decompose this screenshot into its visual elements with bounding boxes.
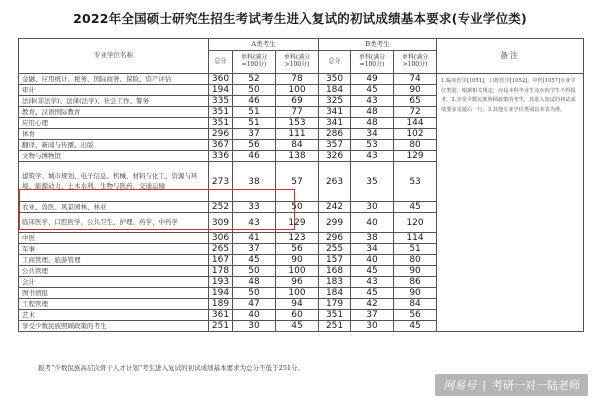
a-single150: 60 (276, 310, 319, 321)
page-title: 2022年全国硕士研究生招生考试考生进入复试的初试成绩基本要求(专业学位类) (73, 11, 527, 26)
b-total: 183 (319, 277, 351, 288)
b-single150: 129 (394, 151, 437, 162)
b-total: 184 (319, 288, 351, 299)
subject-name: 体育 (19, 129, 209, 140)
b-single100: 40 (351, 255, 394, 266)
a-total: 193 (209, 277, 233, 288)
b-total: 325 (319, 96, 351, 107)
a-single100-header: 单科(满分=100分) (233, 51, 276, 74)
a-single100: 51 (233, 118, 276, 129)
footnote: 报考“少数民族高层次骨干人才计划”考生进入复试的初试成绩基本要求为总分不低于251分。 (38, 364, 305, 372)
a-single150: 100 (276, 85, 319, 96)
b-single150: 80 (394, 255, 437, 266)
b-single150: 45 (394, 321, 437, 332)
a-single100: 33 (233, 202, 276, 213)
b-single100: 42 (351, 299, 394, 310)
a-single100: 30 (233, 321, 276, 332)
a-single150: 84 (276, 140, 319, 151)
b-total-header: 总分 (319, 51, 351, 74)
subject-name: 应用心理 (19, 118, 209, 129)
a-single150-header: 单科(满分>100分) (276, 51, 319, 74)
a-single150: 153 (276, 118, 319, 129)
a-single100: 40 (233, 310, 276, 321)
b-single150: 144 (394, 118, 437, 129)
b-single100: 43 (351, 151, 394, 162)
remarks-text: 1.临床医学[1051]、口腔医学[1052]、中医[1057]专业学位类别，根据相关规定，应届本科毕业生及在校学生不得报考。2.享受少数民族照顾政策的考生，其进入复试的初试成绩要求见最后一行。3.其他专业学位类别以本表为准。 (441, 78, 576, 113)
a-total: 251 (209, 321, 233, 332)
a-single150: 78 (276, 74, 319, 85)
b-total: 296 (319, 233, 351, 244)
a-single100: 45 (233, 255, 276, 266)
b-single150: 90 (394, 266, 437, 277)
b-single100: 48 (351, 118, 394, 129)
a-single100: 51 (233, 107, 276, 118)
a-total: 178 (209, 266, 233, 277)
a-single100: 48 (233, 277, 276, 288)
a-single100: 41 (233, 233, 276, 244)
b-total: 179 (319, 299, 351, 310)
subject-name: 图书情报 (19, 288, 209, 299)
a-single150: 94 (276, 299, 319, 310)
group-a-header: A类考生 (209, 39, 319, 51)
b-single100: 37 (351, 310, 394, 321)
remarks-cell (437, 74, 584, 332)
a-total: 252 (209, 202, 233, 213)
b-single150: 56 (394, 310, 437, 321)
a-single150: 123 (276, 233, 319, 244)
remarks-header: 备注 (437, 39, 584, 74)
b-total: 242 (319, 202, 351, 213)
b-total: 168 (319, 266, 351, 277)
a-total-header: 总分 (209, 51, 233, 74)
b-single150: 53 (394, 162, 437, 202)
subject-name: 教育、汉语国际教育 (19, 107, 209, 118)
a-total: 309 (209, 213, 233, 233)
a-total: 189 (209, 299, 233, 310)
a-single100: 52 (233, 74, 276, 85)
watermark-brand: 网易号 (443, 379, 477, 392)
a-total: 194 (209, 288, 233, 299)
subject-name: 军事 (19, 244, 209, 255)
b-total: 157 (319, 255, 351, 266)
b-single150: 86 (394, 277, 437, 288)
b-single100: 34 (351, 129, 394, 140)
a-total: 351 (209, 107, 233, 118)
subject-name: 工程管理 (19, 299, 209, 310)
subject-name: 艺术 (19, 310, 209, 321)
subject-name: 农业、兽医、风景园林、林业 (19, 202, 209, 213)
a-single100: 38 (233, 162, 276, 202)
subject-name: 翻译、新闻与传播、出版 (19, 140, 209, 151)
subject-header: 专业学位名称 (19, 39, 209, 74)
b-total: 351 (319, 310, 351, 321)
b-single150: 102 (394, 129, 437, 140)
b-single150: 90 (394, 288, 437, 299)
a-total: 306 (209, 233, 233, 244)
b-total: 263 (319, 162, 351, 202)
a-single100: 47 (233, 299, 276, 310)
b-single100: 49 (351, 74, 394, 85)
a-single100: 56 (233, 140, 276, 151)
score-table (18, 38, 584, 332)
b-single100: 53 (351, 140, 394, 151)
b-single150: 84 (394, 299, 437, 310)
a-total: 273 (209, 162, 233, 202)
a-single150: 100 (276, 288, 319, 299)
a-single150: 138 (276, 151, 319, 162)
a-single100: 50 (233, 288, 276, 299)
b-single150: 114 (394, 233, 437, 244)
a-single150: 111 (276, 129, 319, 140)
b-single100: 43 (351, 96, 394, 107)
b-total: 299 (319, 213, 351, 233)
subject-name: 建筑学、城市规划、电子信息、机械、材料与化工、资源与环境、能源动力、土木水利、生物与医药、交通运输 (19, 162, 209, 202)
b-total: 341 (319, 107, 351, 118)
b-single100: 40 (351, 213, 394, 233)
b-total: 341 (319, 118, 351, 129)
a-total: 194 (209, 85, 233, 96)
b-single150: 74 (394, 74, 437, 85)
a-total: 367 (209, 140, 233, 151)
a-single100: 37 (233, 244, 276, 255)
b-single100: 35 (351, 162, 394, 202)
b-single150: 80 (394, 140, 437, 151)
b-single100: 48 (351, 107, 394, 118)
b-total: 286 (319, 129, 351, 140)
subject-name: 工商管理、旅游管理 (19, 255, 209, 266)
b-total: 184 (319, 85, 351, 96)
b-single100: 45 (351, 85, 394, 96)
a-single150: 69 (276, 96, 319, 107)
a-total: 335 (209, 96, 233, 107)
watermark-author: 考研一对一陆老师 (492, 379, 580, 392)
a-single150: 56 (276, 244, 319, 255)
b-single150: 72 (394, 107, 437, 118)
a-single150: 50 (276, 202, 319, 213)
b-single150: 51 (394, 244, 437, 255)
a-total: 336 (209, 151, 233, 162)
a-total: 265 (209, 244, 233, 255)
a-single100: 46 (233, 151, 276, 162)
b-total: 255 (319, 244, 351, 255)
a-total: 361 (209, 310, 233, 321)
b-single100: 34 (351, 244, 394, 255)
a-single150: 96 (276, 277, 319, 288)
watermark (435, 374, 588, 396)
a-single150: 90 (276, 255, 319, 266)
a-single100: 37 (233, 129, 276, 140)
subject-name: 会计 (19, 277, 209, 288)
a-single150: 57 (276, 162, 319, 202)
subject-name: 公共管理 (19, 266, 209, 277)
b-single150: 65 (394, 96, 437, 107)
b-single100: 30 (351, 202, 394, 213)
subject-name: 金融、应用统计、税务、国际商务、保险、资产评估 (19, 74, 209, 85)
b-single100: 43 (351, 277, 394, 288)
a-single150: 100 (276, 266, 319, 277)
a-single150: 129 (276, 213, 319, 233)
b-single100: 45 (351, 288, 394, 299)
subject-name: 中医 (19, 233, 209, 244)
a-total: 360 (209, 74, 233, 85)
b-single150: 45 (394, 202, 437, 213)
a-total: 167 (209, 255, 233, 266)
subject-name: 法律(非法学)、法律(法学)、社会工作、警务 (19, 96, 209, 107)
b-total: 326 (319, 151, 351, 162)
b-single150: 120 (394, 213, 437, 233)
watermark-separator: | (482, 378, 486, 392)
a-single100: 46 (233, 96, 276, 107)
b-single100: 45 (351, 266, 394, 277)
b-single150: 90 (394, 85, 437, 96)
a-single150: 45 (276, 321, 319, 332)
a-single100: 50 (233, 85, 276, 96)
a-total: 296 (209, 129, 233, 140)
b-total: 357 (319, 140, 351, 151)
b-single100-header: 单科(满分=100分) (351, 51, 394, 74)
subject-name: 审计 (19, 85, 209, 96)
a-total: 351 (209, 118, 233, 129)
b-total: 350 (319, 74, 351, 85)
a-single150: 77 (276, 107, 319, 118)
subject-name: 文物与博物馆 (19, 151, 209, 162)
subject-name: 临床医学、口腔医学、公共卫生、护理、药学、中药学 (19, 213, 209, 233)
b-single100: 38 (351, 233, 394, 244)
table-row (19, 74, 584, 85)
a-single100: 43 (233, 213, 276, 233)
a-single100: 50 (233, 266, 276, 277)
subject-name: 享受少数民族照顾政策的考生 (19, 321, 209, 332)
b-single100: 30 (351, 321, 394, 332)
group-b-header: B类考生 (319, 39, 437, 51)
b-total: 251 (319, 321, 351, 332)
b-single150-header: 单科(满分>100分) (394, 51, 437, 74)
